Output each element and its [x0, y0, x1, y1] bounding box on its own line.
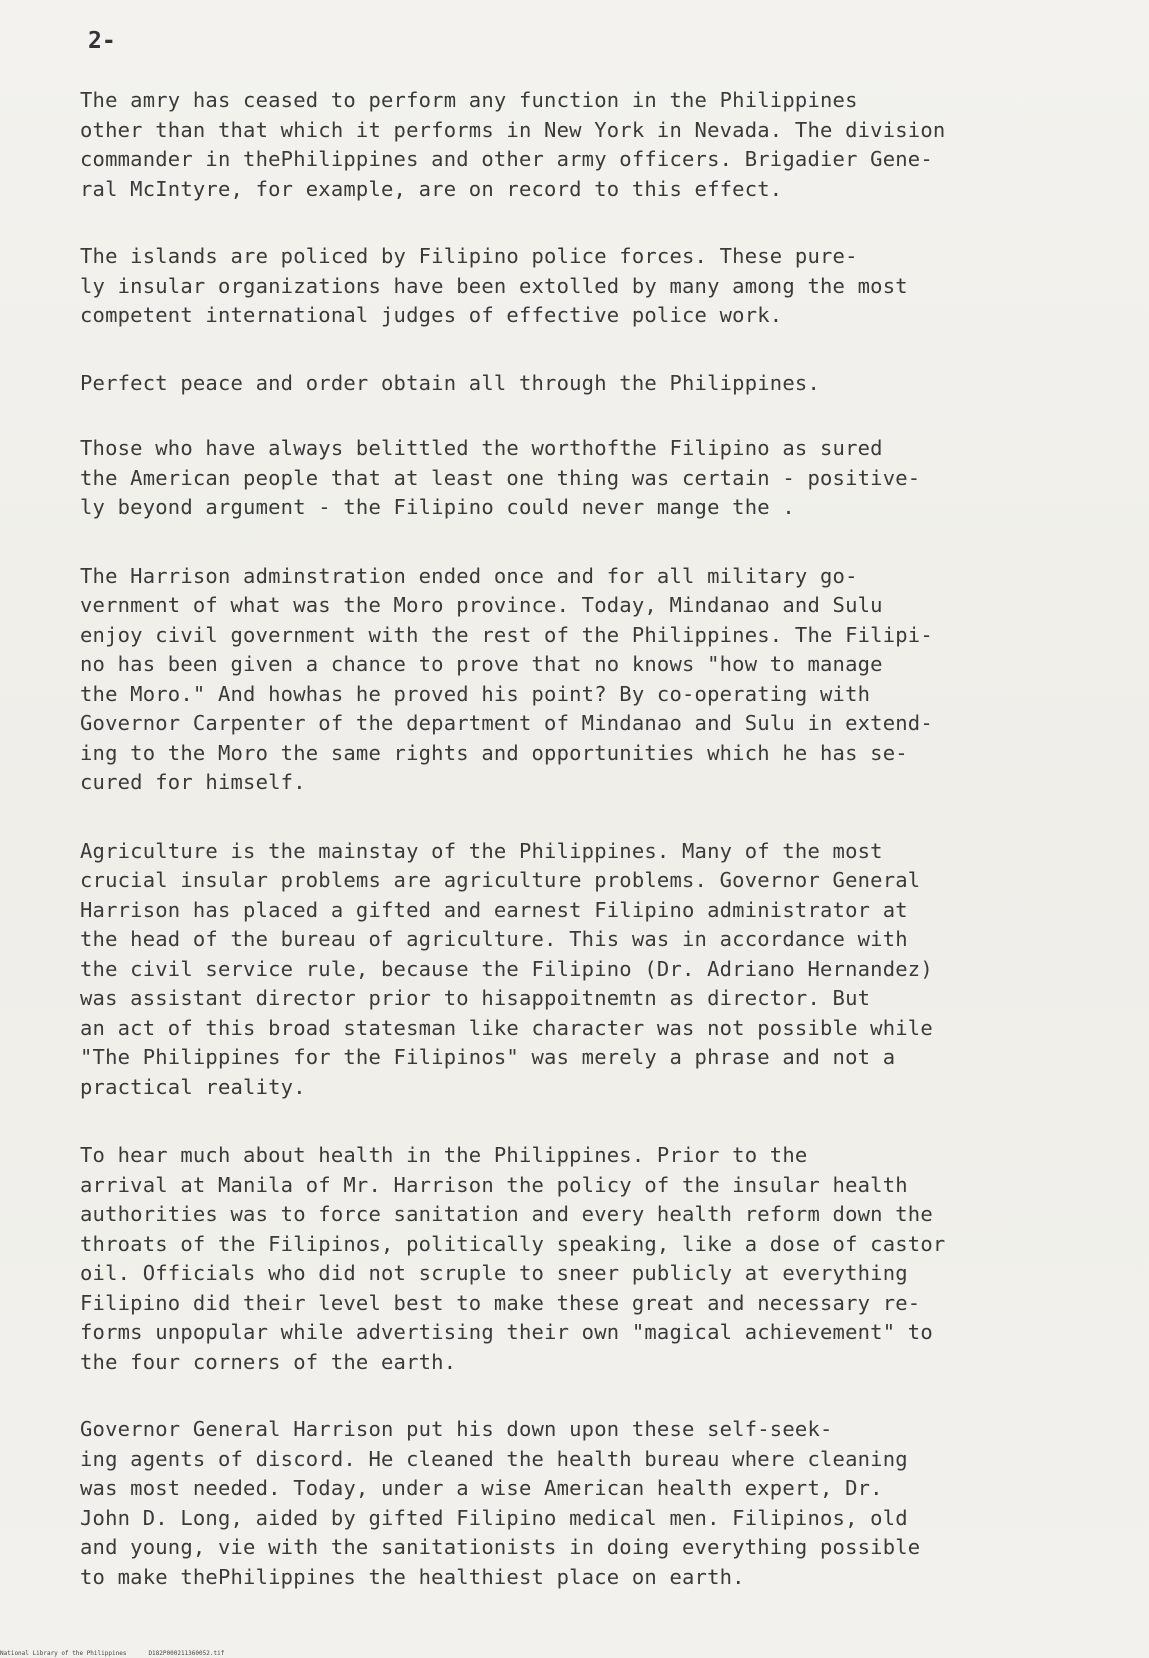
page-number: 2-: [88, 28, 116, 54]
paragraph-peace: Perfect peace and order obtain all through the Philippines.: [80, 370, 820, 395]
paragraph-police: The islands are policed by Filipino police forces. These pure- ly insular organizations have been extolled by many among the most competent international judges of effective police work.: [80, 244, 908, 327]
footer-library: National Library of the Philippines: [0, 1650, 127, 1657]
paragraph-moro: The Harrison adminstration ended once and for all military go- vernment of what was the Moro province. Today, Mindanao and Sulu enjoy civil government with the rest of the Philippines. The Filipi- no has been given a chance to prove that no knows "how to manage the Moro." And howhas he proved his point? By co-operating with Governor Carpenter of the department of Mindanao and Sulu in extend- ing to the Moro the same rights and opportunities which he has se- cured for himself.: [80, 563, 933, 794]
paragraph-health: To hear much about health in the Philippines. Prior to the arrival at Manila of Mr. Harrison the policy of the insular health authorities was to force sanitation and every health reform down the throats of the Filipinos, politically speaking, like a dose of castor oil. Officials who did not scruple to sneer publicly at everything Filipino did their level best to make these great and necessary re- forms unpopular while advertising their own "magical achievement" to the four corners of the earth.: [80, 1143, 946, 1374]
paragraph-agriculture: Agriculture is the mainstay of the Philippines. Many of the most crucial insular problems are agriculture problems. Governor General Harrison has placed a gifted and earnest Filipino administrator at the head of the bureau of agriculture. This was in accordance with the civil service rule, because the Filipino (Dr. Adriano Hernandez) was assistant director prior to hisappoitnemtn as director. But an act of this broad statesman like character was not possible while "The Philippines for the Filipinos" was merely a phrase and not a practical reality.: [80, 838, 933, 1099]
paragraph-belittled: Those who have always belittled the worthofthe Filipino as sured the American people that at least one thing was certain - positive- ly beyond argument - the Filipino could never mange the .: [80, 436, 921, 519]
document-body: [80, 82, 1090, 1592]
footer-file-id: D182P000211360052.tif: [148, 1650, 225, 1657]
paragraph-army: The amry has ceased to perform any function in the Philippines other than that which it performs in New York in Nevada. The division commander in thePhilippines and other army officers. Brigadier Gene- ral McIntyre, for example, are on record to this effect.: [80, 88, 946, 201]
paragraph-governor-general: Governor General Harrison put his down upon these self-seek- ing agents of discord. He cleaned the health bureau where cleaning was most needed. Today, under a wise American health expert, Dr. John D. Long, aided by gifted Filipino medical men. Filipinos, old and young, vie with the sanitationists in doing everything possible to make thePhilippines the healthiest place on earth.: [80, 1417, 921, 1589]
archive-footer: [0, 1650, 224, 1658]
